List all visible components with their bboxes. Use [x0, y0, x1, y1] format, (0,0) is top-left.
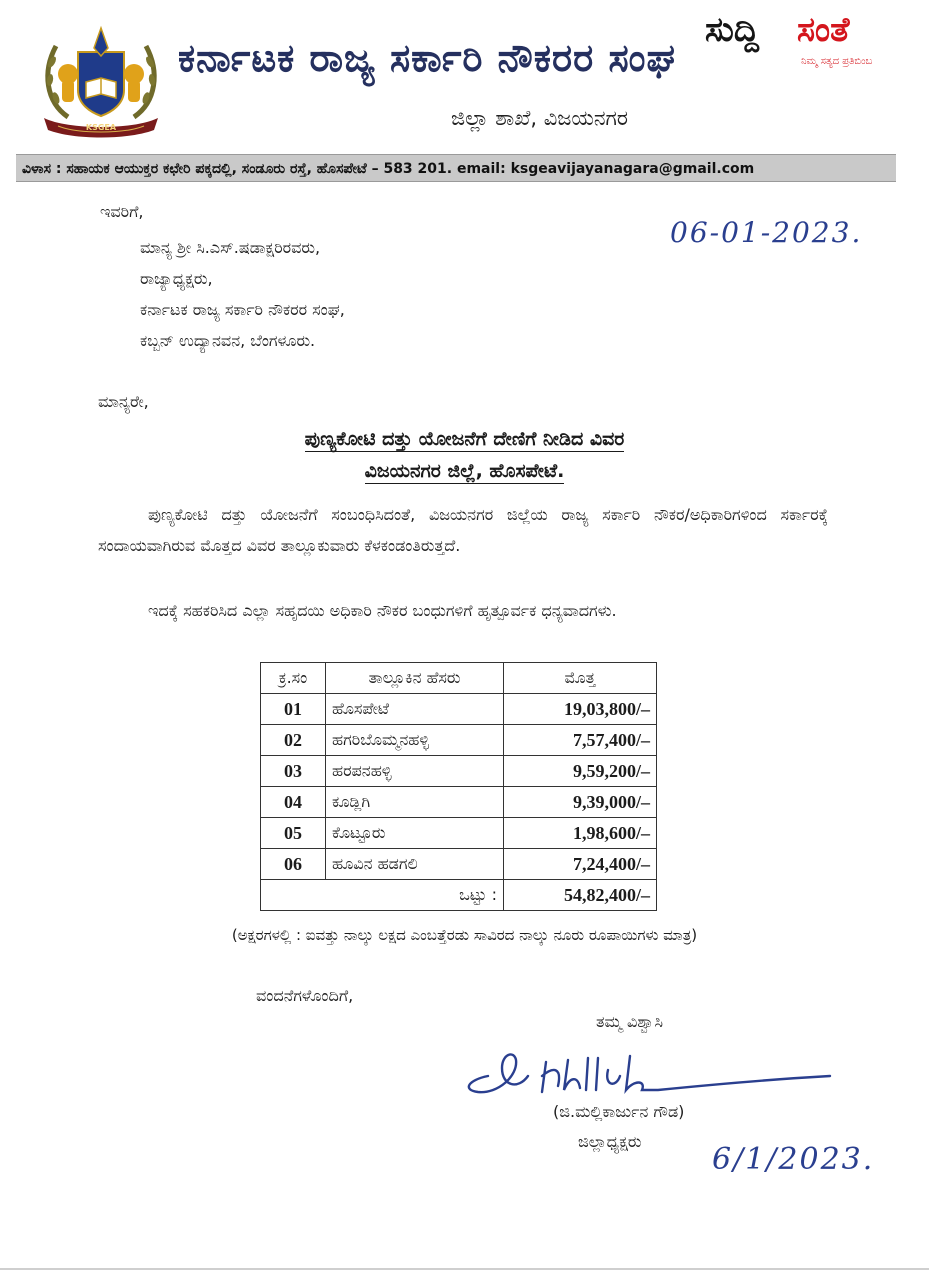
serial-cell: 02 — [261, 725, 326, 756]
salutation: ಮಾನ್ಯರೇ, — [98, 392, 149, 411]
subject-line-1: ಪುಣ್ಯಕೋಟಿ ದತ್ತು ಯೋಜನೆಗೆ ದೇಣಿಗೆ ನೀಡಿದ ವಿವರ — [304, 428, 625, 450]
yours-faithfully: ತಮ್ಮ ವಿಶ್ವಾಸಿ — [596, 1012, 664, 1031]
branch-line — [0, 106, 929, 131]
table-row — [261, 787, 657, 818]
signature — [458, 1046, 838, 1110]
recipient-line: ಕರ್ನಾಟಕ ರಾಜ್ಯ ಸರ್ಕಾರಿ ನೌಕರರ ಸಂಘ, — [140, 300, 345, 319]
taluk-cell: ಹರಪನಹಳ್ಳಿ — [326, 756, 504, 787]
serial-cell: 03 — [261, 756, 326, 787]
serial-cell: 04 — [261, 787, 326, 818]
organization-name: ಕರ್ನಾಟಕ ರಾಜ್ಯ ಸರ್ಕಾರಿ ನೌಕರರ ಸಂಘ — [178, 36, 677, 80]
subject-line-2: ವಿಜಯನಗರ ಜಿಲ್ಲೆ, ಹೊಸಪೇಟೆ. — [364, 460, 565, 482]
amount-cell: 9,39,000/– — [504, 787, 657, 818]
taluk-cell: ಹಗರಿಬೊಮ್ಮನಹಳ್ಳಿ — [326, 725, 504, 756]
watermark-word-2: ಸಂತೆ — [797, 10, 850, 50]
column-header-amount: ಮೊತ್ತ — [504, 663, 657, 694]
amount-cell: 7,24,400/– — [504, 849, 657, 880]
bottom-edge — [0, 1268, 929, 1270]
to-label: ಇವರಿಗೆ, — [100, 202, 144, 221]
subject — [0, 423, 929, 487]
watermark-word-1: ಸುದ್ದಿ — [705, 10, 759, 50]
branch-name: ಜಿಲ್ಲಾ ಶಾಖೆ, ವಿಜಯನಗರ — [450, 106, 628, 130]
recipient-line: ರಾಜ್ಯಾಧ್ಯಕ್ಷರು, — [140, 269, 213, 288]
signer-name: (ಜಿ.ಮಲ್ಲಿಕಾರ್ಜುನ ಗೌಡ) — [553, 1102, 685, 1121]
serial-cell: 06 — [261, 849, 326, 880]
table-header-row — [261, 663, 657, 694]
amount-cell: 7,57,400/– — [504, 725, 657, 756]
serial-cell: 05 — [261, 818, 326, 849]
table-row — [261, 694, 657, 725]
address-bar: ವಿಳಾಸ : ಸಹಾಯಕ ಆಯುಕ್ತರ ಕಛೇರಿ ಪಕ್ಕದಲ್ಲಿ, ಸಂಡೂರು ರಸ್ತೆ, ಹೊಸಪೇಟೆ – 583 201. email: ksgeavijayanagara@gmail.com — [16, 154, 896, 182]
body-paragraph-2: ಇದಕ್ಕೆ ಸಹಕರಿಸಿದ ಎಲ್ಲಾ ಸಹೃದಯಿ ಅಧಿಕಾರಿ ನೌಕರ ಬಂಧುಗಳಿಗೆ ಹೃತ್ಪೂರ್ವಕ ಧನ್ಯವಾದಗಳು. — [148, 601, 617, 620]
total-label: ಒಟ್ಟು : — [261, 880, 504, 911]
donation-table — [260, 662, 657, 911]
handwritten-date: 06-01-2023. — [670, 216, 863, 249]
table-row — [261, 725, 657, 756]
table-row — [261, 756, 657, 787]
body-paragraph-1: ಪುಣ್ಯಕೋಟಿ ದತ್ತು ಯೋಜನೆಗೆ ಸಂಬಂಧಿಸಿದಂತೆ, ವಿಜಯನಗರ ಜಿಲ್ಲೆಯ ರಾಜ್ಯ ಸರ್ಕಾರಿ ನೌಕರ/ಅಧಿಕಾರಿಗಳಿಂದ ಸರ್ಕಾರಕ್ಕೆ ಸಂದಾಯವಾಗಿರುವ ಮೊತ್ತದ ವಿವರ ತಾಲ್ಲೂಕುವಾರು ಕೆಳಕಂಡಂತಿರುತ್ತದೆ. — [98, 505, 828, 555]
serial-cell: 01 — [261, 694, 326, 725]
signer-title: ಜಿಲ್ಲಾಧ್ಯಕ್ಷರು — [578, 1132, 642, 1151]
closing: ವಂದನೆಗಳೊಂದಿಗೆ, — [256, 986, 354, 1005]
column-header-taluk: ತಾಲ್ಲೂಕಿನ ಹೆಸರು — [326, 663, 504, 694]
amount-cell: 1,98,600/– — [504, 818, 657, 849]
amount-cell: 9,59,200/– — [504, 756, 657, 787]
taluk-cell: ಹೂವಿನ ಹಡಗಲಿ — [326, 849, 504, 880]
watermark-tagline: ನಿಮ್ಮ ಸತ್ಯದ ಪ್ರತಿಬಿಂಬ — [801, 56, 873, 67]
total-amount: 54,82,400/– — [504, 880, 657, 911]
taluk-cell: ಕೊಟ್ಟೂರು — [326, 818, 504, 849]
recipient-line: ಕಬ್ಬನ್ ಉದ್ಯಾನವನ, ಬೆಂಗಳೂರು. — [140, 331, 316, 350]
table-row — [261, 849, 657, 880]
taluk-cell: ಕೂಡ್ಲಿಗಿ — [326, 787, 504, 818]
amount-cell: 19,03,800/– — [504, 694, 657, 725]
logo-ribbon-text: KSGEA — [85, 123, 117, 132]
table-row — [261, 818, 657, 849]
amount-in-words: (ಅಕ್ಷರಗಳಲ್ಲಿ : ಐವತ್ತು ನಾಲ್ಕು ಲಕ್ಷದ ಎಂಬತ್ತೆರಡು ಸಾವಿರದ ನಾಲ್ಕು ನೂರು ರೂಪಾಯಿಗಳು ಮಾತ್ರ) — [231, 926, 698, 944]
taluk-cell: ಹೊಸಪೇಟೆ — [326, 694, 504, 725]
recipient-line: ಮಾನ್ಯ ಶ್ರೀ ಸಿ.ಎಸ್.ಷಡಾಕ್ಷರಿರವರು, — [140, 238, 321, 257]
watermark-logo — [705, 10, 915, 78]
table-total-row — [261, 880, 657, 911]
handwritten-date-2: 6/1/2023. — [712, 1142, 875, 1177]
recipient-block — [140, 232, 345, 356]
column-header-serial: ಕ್ರ.ಸಂ — [261, 663, 326, 694]
